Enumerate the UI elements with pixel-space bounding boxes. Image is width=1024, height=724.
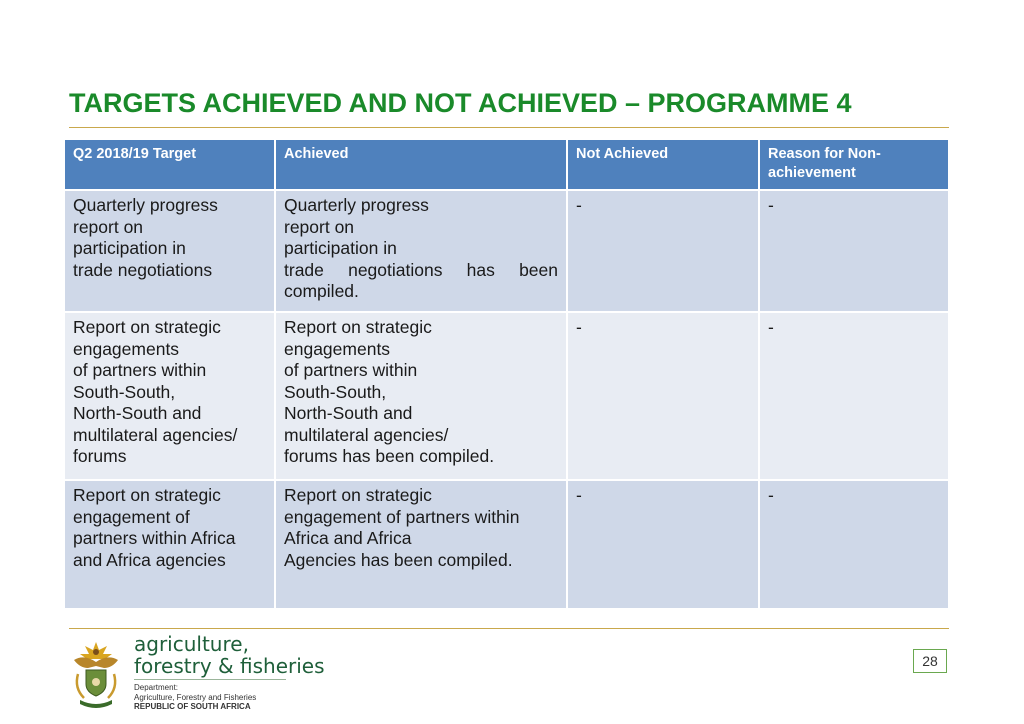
cell-achieved: Quarterly progress report on participation in trade negotiations has been compiled. bbox=[275, 190, 567, 312]
cell-not-achieved: - bbox=[567, 190, 759, 312]
header-achieved: Achieved bbox=[275, 139, 567, 190]
brand-line-1: agriculture, bbox=[134, 632, 249, 656]
brand-line-2: forestry & fisheries bbox=[134, 654, 325, 678]
header-reason: Reason for Non-achievement bbox=[759, 139, 949, 190]
cell-achieved: Report on strategic engagements of partners within South-South, North-South and multilateral agencies/ forums has been compiled. bbox=[275, 312, 567, 480]
page-number: 28 bbox=[913, 649, 947, 673]
cell-not-achieved: - bbox=[567, 312, 759, 480]
cell-reason: - bbox=[759, 480, 949, 609]
coat-of-arms-icon bbox=[68, 638, 124, 712]
cell-reason: - bbox=[759, 312, 949, 480]
title-divider bbox=[69, 127, 949, 128]
cell-not-achieved: - bbox=[567, 480, 759, 609]
cell-target: Quarterly progress report on participation in trade negotiations bbox=[64, 190, 275, 312]
brand-divider bbox=[134, 679, 286, 680]
page-title: TARGETS ACHIEVED AND NOT ACHIEVED – PROGRAMME 4 bbox=[69, 88, 852, 118]
cell-achieved: Report on strategic engagement of partners within Africa and Africa Agencies has been compiled. bbox=[275, 480, 567, 609]
header-not-achieved: Not Achieved bbox=[567, 139, 759, 190]
dept-label: Department: bbox=[134, 683, 179, 692]
targets-table bbox=[63, 138, 950, 610]
dept-name: Agriculture, Forestry and Fisheries bbox=[134, 693, 257, 702]
cell-reason: - bbox=[759, 190, 949, 312]
cell-target: Report on strategic engagements of partners within South-South, North-South and multilateral agencies/ forums bbox=[64, 312, 275, 480]
header-target: Q2 2018/19 Target bbox=[64, 139, 275, 190]
table-row bbox=[64, 480, 949, 609]
country-name: REPUBLIC OF SOUTH AFRICA bbox=[134, 702, 251, 711]
table-row bbox=[64, 312, 949, 480]
table-row bbox=[64, 190, 949, 312]
footer-divider bbox=[69, 628, 949, 629]
cell-target: Report on strategic engagement of partners within Africa and Africa agencies bbox=[64, 480, 275, 609]
table-header-row bbox=[64, 139, 949, 190]
